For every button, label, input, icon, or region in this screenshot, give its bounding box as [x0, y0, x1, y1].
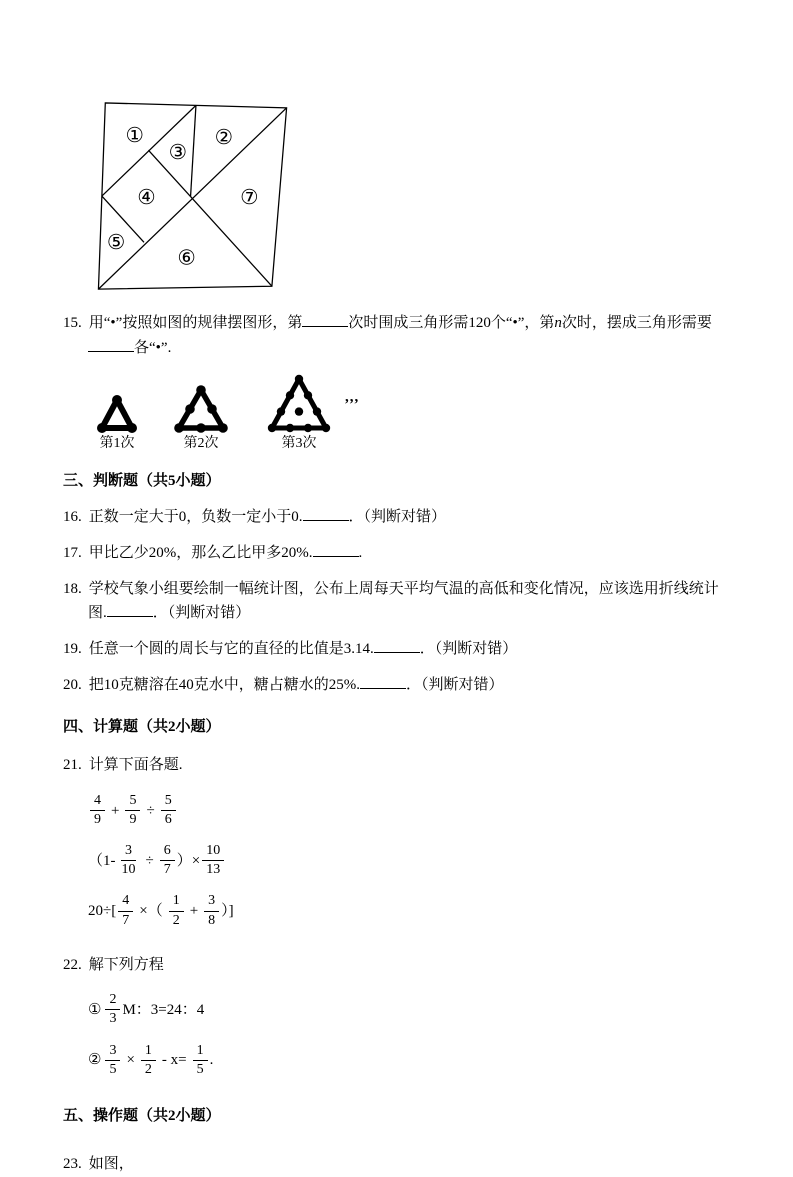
answer-blank [360, 675, 406, 689]
dot-triangle-figure-1 [95, 393, 139, 433]
operator: + [111, 802, 120, 819]
question-20-number: 20. [63, 676, 82, 693]
answer-blank [374, 639, 420, 653]
dot-figure-caption-2: 第2次 [183, 435, 219, 451]
item-mark-1: ① [88, 1001, 102, 1018]
equation-1-rest: M：3=24：4 [122, 1001, 205, 1018]
question-17-text: 甲比乙少20%，那么乙比甲多20%. [88, 544, 313, 561]
operator: × [126, 1052, 135, 1069]
question-15 [63, 311, 735, 361]
question-19 [63, 637, 735, 662]
operator: ÷ [145, 852, 154, 869]
question-15-text-2: 次时围成三角形需120个“•”，第 [348, 315, 555, 331]
dot-figure-group-3 [263, 373, 335, 453]
fraction: $\frac{4}{7}$ [118, 893, 133, 928]
answer-blank [313, 543, 359, 557]
equation-2 [88, 1043, 735, 1078]
question-17-number: 17. [63, 544, 82, 561]
equation-2-end: . [209, 1052, 214, 1069]
item-mark-2: ② [88, 1052, 102, 1069]
question-18 [63, 577, 735, 627]
question-20 [63, 673, 735, 698]
tangram-label-4: ④ [137, 184, 156, 209]
question-17-suffix: . [358, 544, 363, 561]
dot-figure-group-2 [173, 383, 229, 453]
tangram-label-5: ⑤ [106, 229, 126, 254]
fraction: $\frac{1}{2}$ [169, 893, 184, 928]
expression-3 [88, 893, 735, 928]
question-16 [63, 505, 735, 530]
bracket-close: ）] [221, 903, 234, 920]
operator: + [189, 903, 199, 920]
fraction: $\frac{1}{5}$ [193, 1043, 208, 1078]
question-15-text-4: 各“•”. [134, 339, 172, 356]
dot-triangle-figure-2 [173, 383, 229, 433]
fraction: $\frac{6}{7}$ [160, 843, 175, 878]
question-22-text: 解下列方程 [88, 956, 164, 973]
bracket-open: 20÷[ [88, 903, 117, 920]
equation-1 [88, 992, 735, 1027]
dot-triangle-figure-3 [263, 373, 335, 433]
fraction: $\frac{10}{13}$ [202, 843, 224, 878]
section-heading-judge: 三、判断题（共5小题） [63, 473, 221, 490]
answer-blank [302, 313, 348, 327]
question-16-suffix: ．（判断对错） [348, 509, 447, 526]
question-23-text: 如图， [88, 1156, 134, 1173]
tangram-labels [107, 123, 259, 270]
question-23 [63, 1152, 735, 1177]
answer-blank [303, 507, 349, 521]
answer-blank [107, 603, 153, 617]
question-21-number: 21. [63, 757, 82, 774]
tangram-label-6: ⑥ [177, 245, 196, 270]
fraction: $\frac{5}{9}$ [125, 793, 140, 828]
fraction: $\frac{4}{9}$ [90, 793, 105, 828]
paren-open: （1- [88, 852, 116, 869]
question-19-suffix: ．（判断对错） [419, 641, 518, 658]
question-17 [63, 541, 735, 566]
tangram-label-1: ① [125, 123, 144, 148]
question-23-number: 23. [63, 1156, 82, 1173]
tangram-label-7: ⑦ [240, 184, 259, 209]
question-19-text: 任意一个圆的周长与它的直径的比值是3.14. [88, 641, 374, 658]
question-16-text: 正数一定大于0，负数一定小于0. [88, 509, 303, 526]
fraction: $\frac{2}{3}$ [105, 992, 120, 1027]
fraction: $\frac{5}{6}$ [161, 793, 176, 828]
answer-blank [88, 338, 134, 352]
tangram-label-3: ③ [168, 139, 188, 164]
fraction: $\frac{3}{10}$ [121, 843, 136, 878]
section-heading-operate: 五、操作题（共2小题） [63, 1107, 221, 1124]
question-16-number: 16. [63, 509, 82, 526]
question-19-number: 19. [63, 641, 82, 658]
question-21-text: 计算下面各题. [88, 757, 183, 774]
question-18-text: 学校气象小组要绘制一幅统计图，公布上周每天平均气温的高低和变化情况，应该选用折线统计图. [88, 580, 719, 622]
question-15-text-1: 用“•”按照如图的规律摆图形，第 [88, 315, 303, 331]
variable-n: n [554, 315, 562, 331]
question-15-text-3: 次时，摆成三角形需要 [561, 315, 712, 331]
dot-figure-group-1 [95, 393, 139, 453]
operator: ×（ [139, 903, 163, 920]
question-18-number: 18. [63, 580, 82, 597]
tangram-label-2: ② [214, 125, 234, 150]
dot-pattern-figures [95, 373, 735, 453]
expression-1 [88, 793, 735, 828]
dot-figure-caption-3: 第3次 [281, 435, 317, 451]
question-22 [63, 953, 735, 978]
question-18-suffix: ．（判断对错） [152, 605, 251, 622]
operator: - x= [161, 1052, 187, 1069]
dot-figure-caption-1: 第1次 [99, 435, 135, 451]
fraction: $\frac{3}{8}$ [204, 893, 219, 928]
section-heading-calc: 四、计算题（共2小题） [63, 718, 221, 735]
operator: ÷ [146, 802, 155, 819]
tangram-figure [95, 100, 292, 296]
question-20-suffix: ．（判断对错） [406, 676, 504, 693]
question-15-number: 15. [63, 315, 82, 331]
question-20-text: 把10克糖溶在40克水中，糖占糖水的25%. [88, 676, 360, 693]
fraction: $\frac{3}{5}$ [105, 1043, 120, 1078]
fraction: $\frac{1}{2}$ [141, 1043, 156, 1078]
continuation-marks: ,,, [345, 388, 360, 405]
question-21 [63, 753, 735, 778]
question-22-number: 22. [63, 956, 82, 973]
paren-close: ）× [176, 852, 201, 869]
expression-2 [88, 843, 735, 878]
